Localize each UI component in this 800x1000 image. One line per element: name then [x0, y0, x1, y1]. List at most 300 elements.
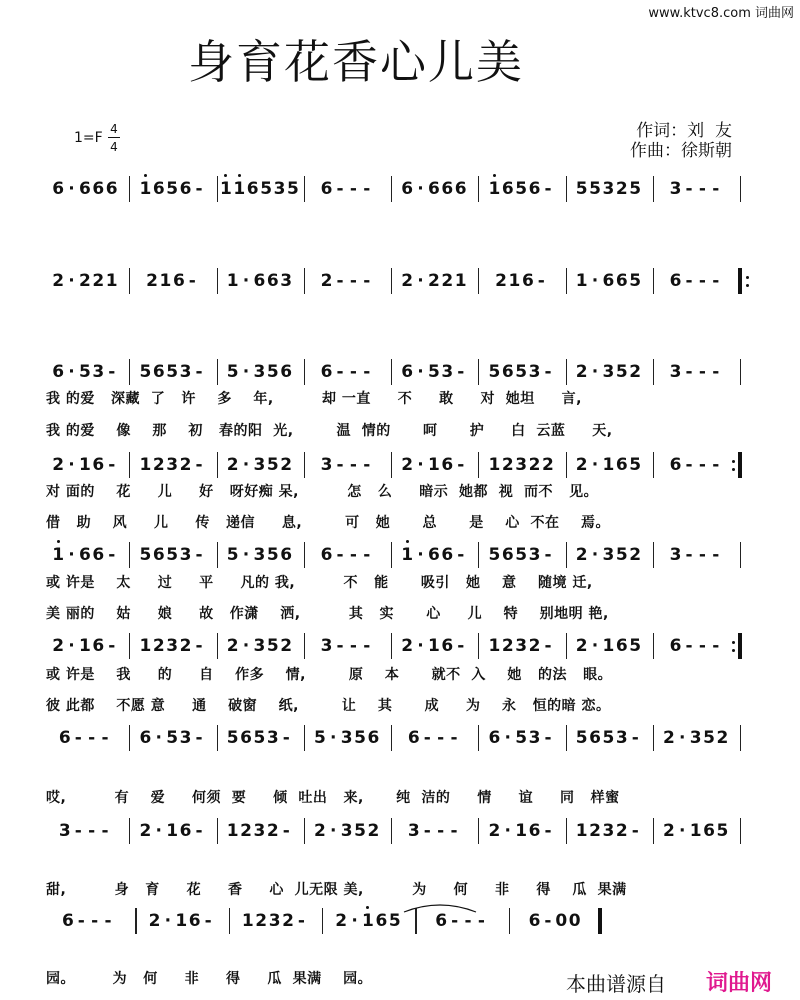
source-brand[interactable]: 词曲网	[706, 971, 773, 996]
note-dot: ·	[417, 545, 424, 565]
bar-line	[129, 542, 130, 568]
note-dot: ·	[591, 362, 599, 382]
note-dot: ·	[242, 636, 250, 656]
note-dash: -	[464, 911, 472, 931]
note: 3	[268, 911, 281, 931]
note: 3	[515, 455, 528, 475]
note: 3	[602, 821, 615, 841]
note: 2	[79, 271, 91, 291]
note: 2	[495, 271, 507, 291]
bar-line	[217, 176, 218, 202]
note: 5	[266, 636, 279, 656]
note: 5	[716, 821, 729, 841]
note: 5	[79, 362, 91, 382]
note: 6	[441, 179, 454, 199]
note: 3	[602, 362, 615, 382]
note: 6	[615, 271, 628, 291]
note: 6	[320, 362, 333, 382]
octave-high-dot	[57, 540, 60, 543]
note-dash: -	[108, 545, 116, 565]
note-dot: ·	[351, 911, 358, 931]
octave-high-dot	[366, 906, 369, 909]
note-dot: ·	[591, 455, 599, 475]
note: 5	[354, 821, 366, 841]
note: 0	[555, 911, 568, 931]
note-dash: -	[195, 179, 203, 199]
note-dash: -	[195, 362, 203, 382]
note-dash: -	[712, 179, 720, 199]
note: 5	[629, 179, 642, 199]
staff-line	[0, 452, 800, 480]
note: 5	[287, 179, 299, 199]
bar-line	[304, 359, 305, 385]
note-dash: -	[544, 179, 552, 199]
staff-line	[0, 908, 800, 936]
note: 1	[226, 821, 239, 841]
note: 3	[689, 728, 702, 748]
note: 3	[340, 821, 353, 841]
note-dash: -	[544, 821, 552, 841]
note: 6	[92, 455, 105, 475]
note: 2	[152, 455, 165, 475]
note-dash: -	[195, 821, 203, 841]
note: 2	[152, 636, 165, 656]
note: 3	[253, 545, 266, 565]
note-dash: -	[712, 636, 720, 656]
note: 6	[435, 911, 448, 931]
note: 1	[454, 271, 467, 291]
repeat-dot	[732, 649, 735, 652]
note: 6	[188, 911, 201, 931]
note: 3	[528, 362, 541, 382]
note: 2	[662, 821, 675, 841]
note: 2	[575, 455, 588, 475]
lyric-line: 或 许是 我 的 自 作多 情, 原 本 就不 入 她 的法 眼。	[46, 667, 613, 683]
note-dash: -	[712, 455, 720, 475]
note: 2	[575, 362, 588, 382]
lyric-line: 甜, 身 育 花 香 心 儿无限 美, 为 何 非 得 瓜 果满	[46, 882, 627, 898]
note: 6	[179, 179, 192, 199]
lyric-line: 彼 此都 不愿 意 通 破窗 纸, 让 其 成 为 永 恒的暗 恋。	[46, 698, 611, 714]
note-dash: -	[685, 271, 693, 291]
note: 2	[92, 271, 105, 291]
note-dot: ·	[242, 271, 250, 291]
note: 6	[367, 728, 380, 748]
note-dot: ·	[417, 362, 424, 382]
staff-line	[0, 725, 800, 753]
note: 1	[139, 178, 151, 200]
note-dash: -	[195, 455, 203, 475]
bar-line	[129, 818, 130, 844]
note-dash: -	[195, 545, 203, 565]
note-dot: ·	[242, 455, 250, 475]
note: 6	[501, 362, 514, 382]
note: 6	[172, 271, 185, 291]
note-dash: -	[108, 636, 116, 656]
bar-line	[653, 633, 654, 659]
time-signature-bottom: 4	[110, 140, 118, 154]
note: 5	[488, 362, 501, 382]
note: 1	[220, 178, 232, 200]
note: 3	[273, 179, 286, 199]
note-dash: -	[712, 271, 720, 291]
note: 2	[335, 911, 348, 931]
note: 3	[528, 545, 541, 565]
note: 2	[367, 821, 380, 841]
bar-line	[217, 452, 218, 478]
note: 6	[602, 271, 615, 291]
time-signature-top: 4	[110, 122, 118, 136]
note-dot: ·	[155, 728, 162, 748]
bar-line	[566, 542, 567, 568]
note: 5	[515, 362, 528, 382]
bar-line	[391, 359, 392, 385]
bar-line	[653, 452, 654, 478]
note-dash: -	[297, 911, 305, 931]
note: 6	[92, 179, 105, 199]
note-dash: -	[349, 455, 357, 475]
note: 6	[375, 911, 388, 931]
note: 2	[501, 455, 514, 475]
note: 2	[240, 821, 252, 841]
note: 2	[575, 545, 588, 565]
note: 6	[528, 179, 541, 199]
note: 6	[441, 545, 454, 565]
note-dash: -	[336, 455, 344, 475]
note: 1	[602, 636, 615, 656]
note-dot: ·	[591, 271, 599, 291]
bar-line	[478, 176, 479, 202]
note-dash: -	[195, 636, 203, 656]
bar-line	[478, 725, 479, 751]
staff-line	[0, 176, 800, 204]
bar-line	[478, 268, 479, 294]
note-dash: -	[698, 636, 706, 656]
octave-high-dot	[406, 540, 409, 543]
note: 5	[629, 636, 642, 656]
note: 3	[320, 455, 333, 475]
note: 2	[52, 271, 65, 291]
lyric-line: 哎, 有 爱 何须 要 倾 吐出 来, 纯 洁的 情 谊 同 样蜜	[46, 790, 620, 806]
note: 5	[226, 362, 239, 382]
note-dash: -	[450, 728, 458, 748]
note: 6	[428, 545, 440, 565]
note: 2	[615, 821, 628, 841]
note: 6	[58, 728, 71, 748]
bar-line	[217, 268, 218, 294]
note-dash: -	[685, 455, 693, 475]
note-dash: -	[349, 362, 357, 382]
note: 2	[488, 821, 501, 841]
note: 6	[105, 179, 118, 199]
repeat-end-bar	[738, 633, 742, 659]
note-dash: -	[363, 179, 371, 199]
note-dot: ·	[242, 362, 250, 382]
note-dash: -	[349, 545, 357, 565]
repeat-dot	[746, 284, 749, 287]
note-dash: -	[104, 911, 112, 931]
note-dot: ·	[417, 179, 424, 199]
note: 1	[166, 821, 179, 841]
note: 6	[407, 728, 420, 748]
note: 6	[441, 636, 454, 656]
note: 2	[255, 911, 268, 931]
repeat-dot	[746, 276, 749, 279]
octave-high-dot	[493, 174, 496, 177]
note-dot: ·	[68, 636, 75, 656]
note: 6	[528, 911, 541, 931]
note: 5	[488, 545, 501, 565]
note-dash: -	[101, 728, 109, 748]
note: 2	[528, 455, 541, 475]
bar-line	[653, 268, 654, 294]
note: 3	[528, 728, 541, 748]
note: 3	[615, 728, 628, 748]
bar-line	[509, 908, 510, 934]
note: 2	[282, 911, 294, 931]
note-dash: -	[363, 455, 371, 475]
note: 1	[52, 544, 64, 566]
note-dash: -	[88, 821, 96, 841]
note-dash: -	[363, 545, 371, 565]
note: 6	[401, 362, 414, 382]
note-dash: -	[188, 271, 196, 291]
note: 5	[266, 545, 279, 565]
note: 2	[280, 636, 293, 656]
note: 3	[602, 179, 615, 199]
note-dash: -	[685, 362, 693, 382]
note: 1	[488, 455, 501, 475]
bar-line	[653, 542, 654, 568]
bar-line	[740, 542, 741, 568]
lyric-line: 对 面的 花 儿 好 呀好痴 呆, 怎 么 暗示 她都 视 而不 见。	[46, 484, 599, 500]
note: 2	[146, 271, 158, 291]
bar-line	[304, 818, 305, 844]
note-dot: ·	[330, 728, 337, 748]
bar-line	[566, 633, 567, 659]
bar-line	[129, 725, 130, 751]
note: 1	[139, 455, 152, 475]
bar-line	[566, 268, 567, 294]
note: 2	[52, 455, 65, 475]
note: 2	[401, 271, 414, 291]
note-dot: ·	[417, 271, 424, 291]
note: 1	[428, 455, 440, 475]
note: 5	[388, 911, 401, 931]
note: 6	[52, 179, 65, 199]
note: 1	[689, 821, 702, 841]
note: 2	[139, 821, 152, 841]
bar-line	[566, 818, 567, 844]
note: 3	[179, 362, 192, 382]
repeat-dot	[732, 468, 735, 471]
note: 6	[615, 636, 628, 656]
repeat-dot	[732, 641, 735, 644]
note: 6	[152, 545, 165, 565]
repeat-end-bar	[738, 452, 742, 478]
note: 2	[441, 271, 454, 291]
bar-line	[478, 542, 479, 568]
note: 3	[669, 179, 682, 199]
lyric-line: 借 助 风 儿 传 递信 息, 可 她 总 是 心 不在 焉。	[46, 515, 611, 531]
bar-line	[217, 725, 218, 751]
bar-line	[229, 908, 230, 934]
note: 1	[508, 271, 521, 291]
staff-line	[0, 633, 800, 661]
note: 5	[629, 271, 642, 291]
note-dash: -	[537, 271, 545, 291]
bar-line	[322, 908, 323, 934]
note: 2	[179, 636, 192, 656]
note: 1	[515, 821, 528, 841]
note: 6	[280, 362, 293, 382]
note: 6	[79, 545, 91, 565]
note: 3	[340, 728, 353, 748]
site-url: www.ktvc8.com 词曲网	[648, 6, 794, 21]
repeat-start-bar	[738, 268, 742, 294]
note-dash: -	[423, 728, 431, 748]
note: 6	[501, 545, 514, 565]
note: 3	[179, 728, 192, 748]
note: 6	[589, 728, 601, 748]
bar-line	[566, 176, 567, 202]
bar-line	[740, 176, 741, 202]
bar-line	[129, 176, 130, 202]
note: 2	[629, 545, 642, 565]
note: 5	[428, 362, 440, 382]
bar-line	[478, 452, 479, 478]
note: 2	[528, 636, 541, 656]
note-dot: ·	[330, 821, 337, 841]
bar-line	[566, 452, 567, 478]
bar-line	[304, 452, 305, 478]
source-label: 本曲谱源自	[566, 972, 666, 996]
note: 2	[179, 455, 192, 475]
note-dash: -	[195, 728, 203, 748]
bar-line	[740, 725, 741, 751]
note: 6	[669, 271, 682, 291]
note: 6	[246, 179, 259, 199]
note: 6	[428, 179, 440, 199]
note-dot: ·	[68, 179, 75, 199]
note-dash: -	[450, 821, 458, 841]
lyric-line: 或 许是 太 过 平 凡的 我, 不 能 吸引 她 意 随境 迁,	[46, 575, 593, 591]
note: 3	[407, 821, 420, 841]
octave-high-dot	[144, 174, 147, 177]
bar-line	[391, 542, 392, 568]
note-dash: -	[74, 728, 82, 748]
note: 2	[662, 728, 675, 748]
note-dash: -	[91, 911, 99, 931]
key-signature: 1=F	[74, 130, 103, 146]
note-dot: ·	[591, 636, 599, 656]
note: 2	[226, 455, 239, 475]
note: 2	[629, 362, 642, 382]
bar-line	[391, 452, 392, 478]
lyric-line: 美 丽的 姑 娘 故 作潇 洒, 其 实 心 儿 特 别地明 艳,	[46, 606, 609, 622]
note: 1	[362, 910, 374, 932]
note: 3	[669, 362, 682, 382]
lyricist-credit: 作词：刘 友	[636, 121, 732, 141]
note: 0	[568, 911, 581, 931]
note: 1	[79, 636, 91, 656]
bar-line	[653, 176, 654, 202]
bar-line	[653, 725, 654, 751]
staff-line	[0, 359, 800, 387]
bar-line	[129, 452, 130, 478]
note: 1	[241, 911, 254, 931]
note-dash: -	[77, 911, 85, 931]
note-dash: -	[698, 271, 706, 291]
note-dash: -	[457, 636, 465, 656]
note: 2	[589, 821, 601, 841]
note: 6	[152, 179, 165, 199]
note: 5	[629, 455, 642, 475]
lyric-line: 园。 为 何 非 得 瓜 果满 园。	[46, 971, 373, 987]
note: 3	[253, 455, 266, 475]
note: 5	[226, 545, 239, 565]
note-dash: -	[685, 179, 693, 199]
note-dash: -	[363, 636, 371, 656]
note: 1	[159, 271, 172, 291]
note: 1	[488, 636, 501, 656]
note: 5	[615, 545, 628, 565]
bar-line	[129, 268, 130, 294]
note: 5	[166, 362, 179, 382]
note: 3	[602, 545, 615, 565]
note-dash: -	[698, 179, 706, 199]
note: 5	[354, 728, 366, 748]
note: 1	[105, 271, 118, 291]
note-dash: -	[336, 179, 344, 199]
bar-line	[391, 268, 392, 294]
note-dash: -	[336, 636, 344, 656]
note: 6	[703, 821, 715, 841]
note: 6	[669, 636, 682, 656]
lyric-line: 我 的爱 像 那 初 春的阳 光, 温 情的 呵 护 白 云蓝 天,	[46, 423, 613, 439]
note: 2	[313, 821, 326, 841]
note-dash: -	[108, 455, 116, 475]
note-dash: -	[349, 636, 357, 656]
note: 3	[58, 821, 71, 841]
note: 3	[166, 636, 179, 656]
bar-line	[217, 359, 218, 385]
note: 5	[139, 362, 152, 382]
note: 6	[152, 362, 165, 382]
note: 6	[92, 545, 105, 565]
bar-line	[566, 725, 567, 751]
note: 1	[233, 178, 245, 200]
note: 3	[253, 636, 266, 656]
note: 5	[260, 179, 273, 199]
note: 3	[441, 362, 454, 382]
note-dash: -	[685, 545, 693, 565]
bar-line	[653, 359, 654, 385]
bar-line	[217, 633, 218, 659]
note-dot: ·	[679, 728, 686, 748]
note: 6	[179, 821, 192, 841]
note: 5	[226, 728, 239, 748]
note: 6	[528, 821, 541, 841]
bar-line	[217, 542, 218, 568]
note: 6	[401, 179, 414, 199]
note: 3	[166, 455, 179, 475]
note-dash: -	[631, 728, 639, 748]
note-dash: -	[349, 271, 357, 291]
note: 1	[428, 636, 440, 656]
bar-line	[653, 818, 654, 844]
bar-line	[391, 176, 392, 202]
